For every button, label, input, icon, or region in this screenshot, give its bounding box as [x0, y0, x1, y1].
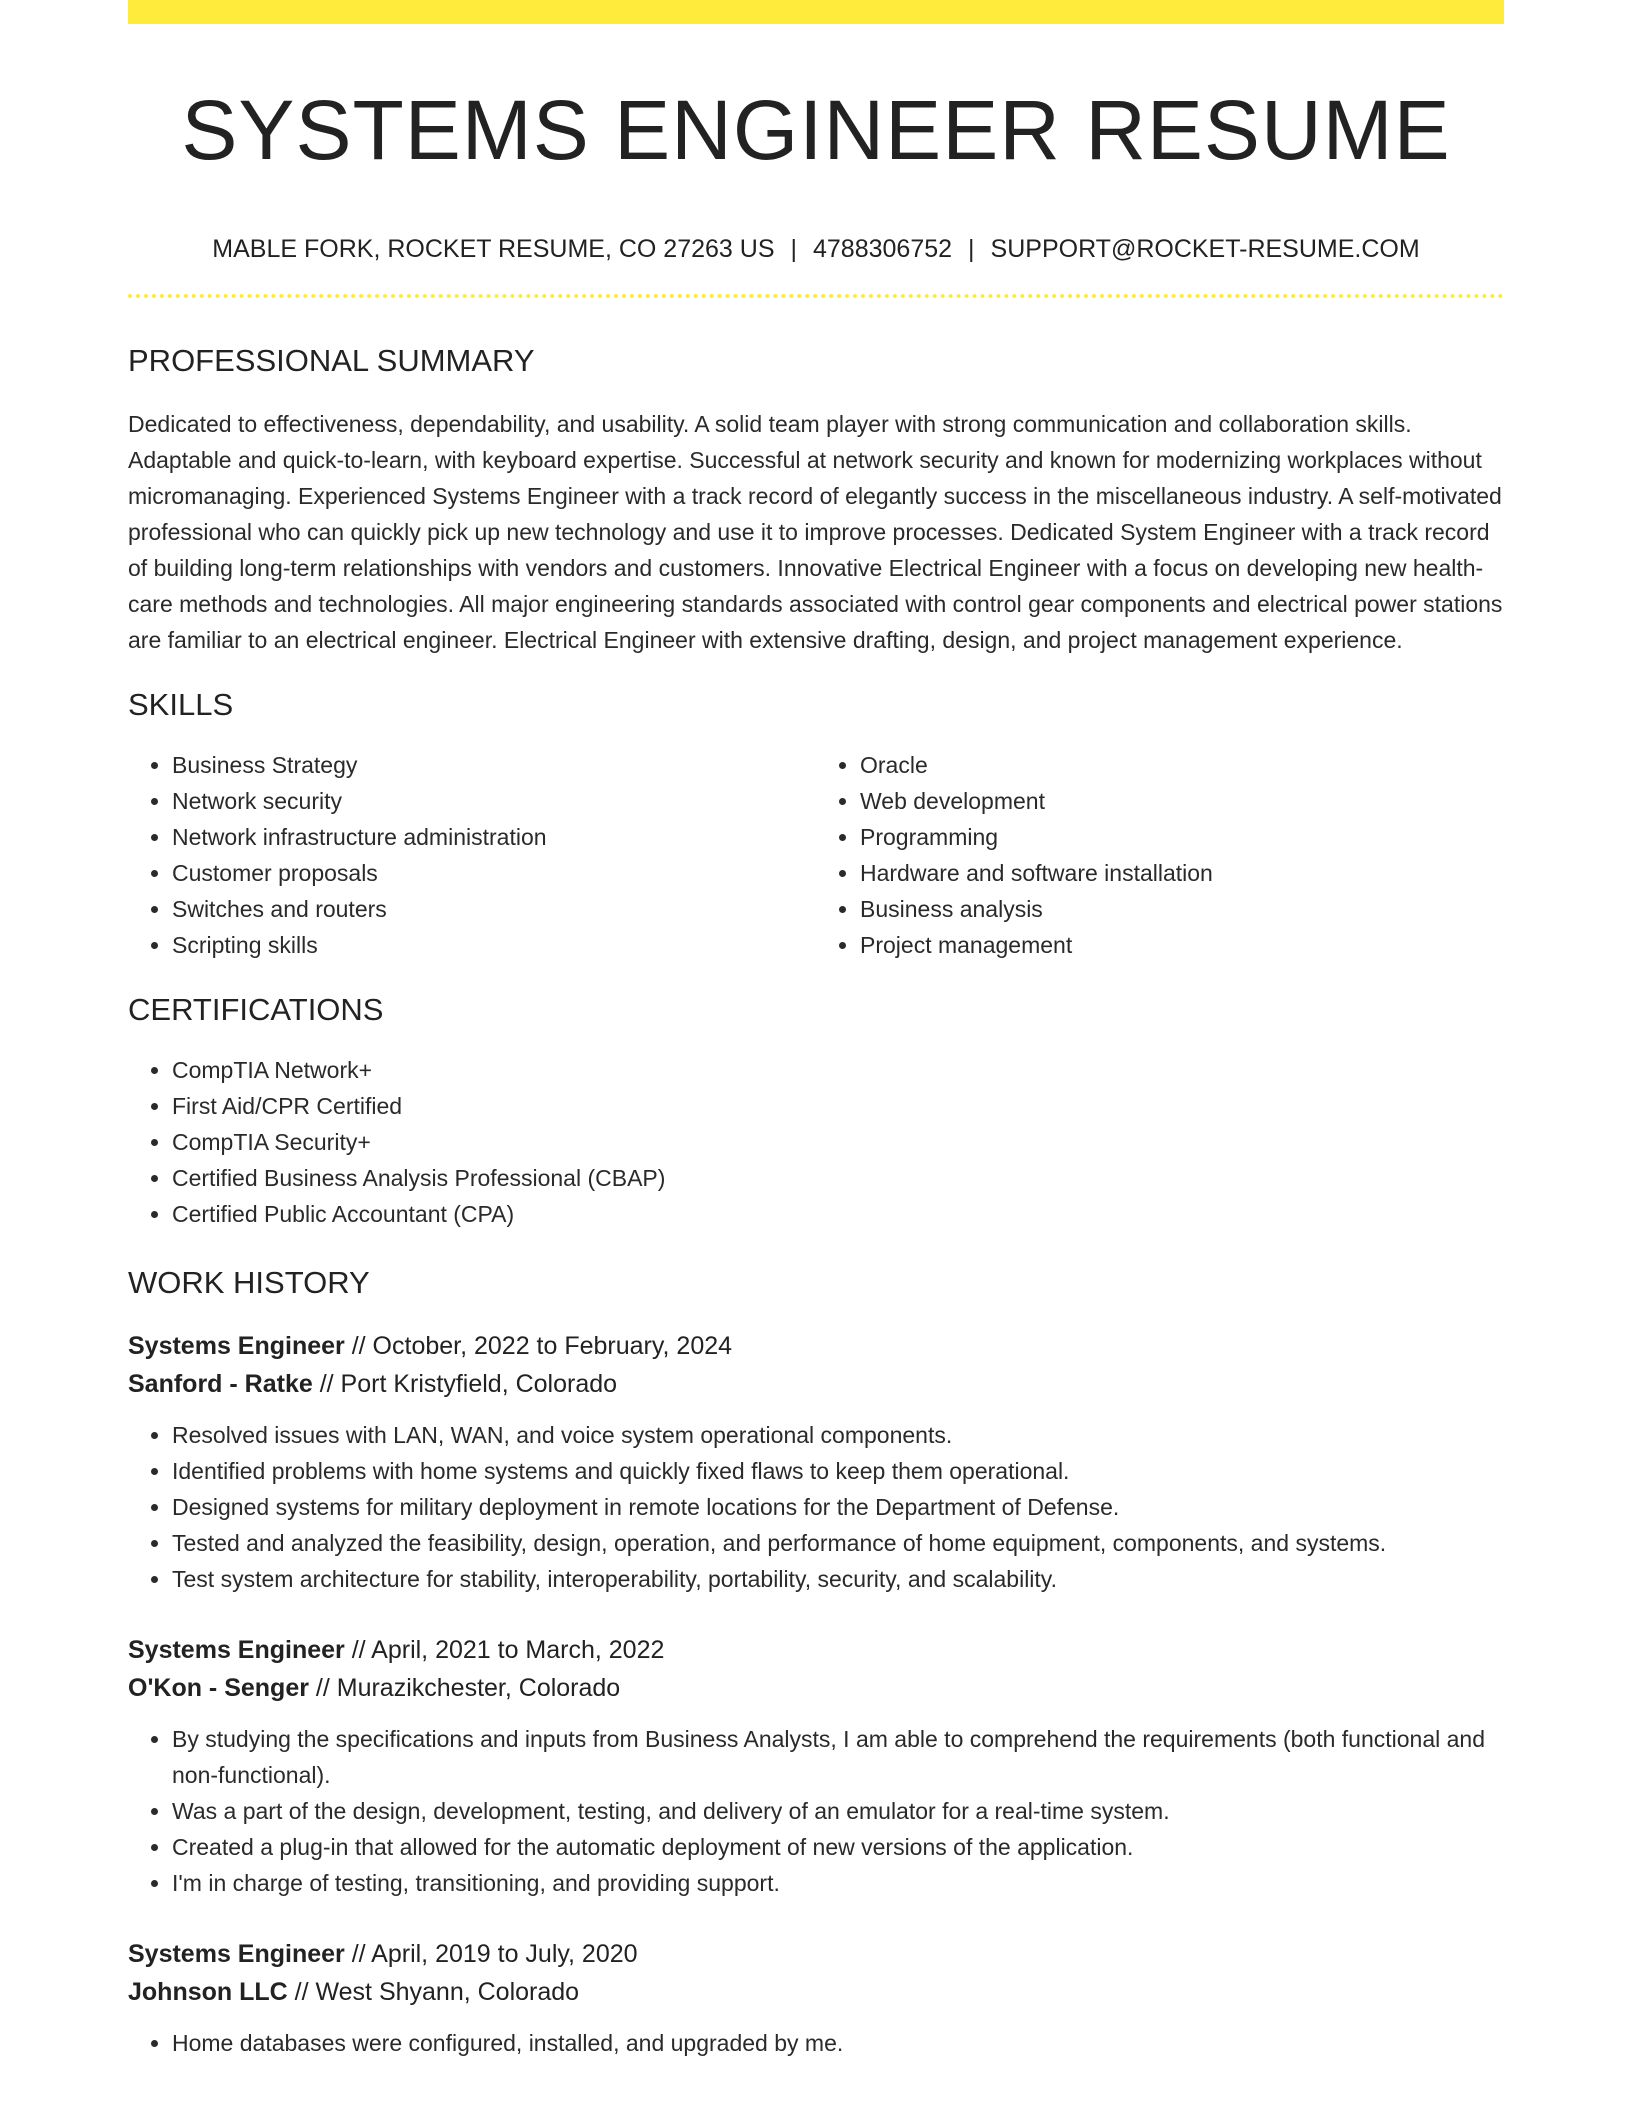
dotted-divider	[128, 294, 1504, 298]
job-title-line	[128, 1327, 1504, 1365]
job-title: Systems Engineer	[128, 1636, 345, 1665]
skill-item: • Project management	[860, 927, 1504, 963]
job-bullet: • Identified problems with home systems and quickly fixed flaws to keep them operational.	[172, 1453, 1504, 1489]
skill-item: • Network security	[172, 783, 816, 819]
skill-item: • Customer proposals	[172, 855, 816, 891]
job-location: // West Shyann, Colorado	[287, 1978, 580, 2007]
skills-heading: SKILLS	[128, 686, 234, 722]
skills-columns	[128, 747, 1504, 963]
summary-text: Dedicated to effectiveness, dependability, and usability. A solid team player with strong communication and collaboration skills. Adaptable and quick-to-learn, with keyboard expertise. Successful at network security and known for modernizing workplaces without micromanaging. Experienced Systems Engineer with a track record of elegantly success in the miscellaneous industry. A self-motivated professional who can quickly pick up new technology and use it to improve processes. Dedicated System Engineer with a track record of building long-term relationships with vendors and customers. Innovative Electrical Engineer with a focus on developing new health-care methods and technologies. All major engineering standards associated with control gear components and electrical power stations are familiar to an electrical engineer. Electrical Engineer with extensive drafting, design, and project management experience.	[128, 410, 1503, 653]
contact-email: SUPPORT@ROCKET-RESUME.COM	[990, 235, 1420, 264]
certification-item: • CompTIA Security+	[172, 1124, 1504, 1160]
certification-item: • First Aid/CPR Certified	[172, 1088, 1504, 1124]
contact-separator: |	[790, 235, 797, 264]
job-company-line	[128, 1365, 1504, 1403]
job-dates: // April, 2019 to July, 2020	[344, 1940, 638, 1969]
job-location: // Murazikchester, Colorado	[308, 1674, 621, 1703]
certification-item: • CompTIA Network+	[172, 1052, 1504, 1088]
certifications-list	[128, 1052, 1504, 1232]
contact-address: MABLE FORK, ROCKET RESUME, CO 27263 US	[212, 235, 775, 264]
job-title: Systems Engineer	[128, 1332, 345, 1361]
job-bullets	[128, 1417, 1504, 1597]
work-history-heading: WORK HISTORY	[128, 1264, 370, 1300]
job-bullets	[128, 1721, 1504, 1901]
job-bullet: • Test system architecture for stability, interoperability, portability, security, and scalability.	[172, 1561, 1504, 1597]
job-dates: // October, 2022 to February, 2024	[344, 1332, 733, 1361]
job-bullet: • Tested and analyzed the feasibility, design, operation, and performance of home equipment, components, and systems.	[172, 1525, 1504, 1561]
job-bullet: • By studying the specifications and inputs from Business Analysts, I am able to comprehend the requirements (both functional and non-functional).	[172, 1721, 1504, 1793]
skill-item: • Hardware and software installation	[860, 855, 1504, 891]
contact-separator: |	[968, 235, 975, 264]
job-dates: // April, 2021 to March, 2022	[344, 1636, 665, 1665]
job-entry	[128, 1327, 1504, 1597]
skill-item: • Scripting skills	[172, 927, 816, 963]
job-entry	[128, 1935, 1504, 2061]
job-company: Johnson LLC	[128, 1978, 288, 2007]
top-accent-bar	[128, 0, 1504, 24]
job-company: O'Kon - Senger	[128, 1674, 309, 1703]
job-bullet: • Resolved issues with LAN, WAN, and voice system operational components.	[172, 1417, 1504, 1453]
skill-item: • Switches and routers	[172, 891, 816, 927]
job-title: Systems Engineer	[128, 1940, 345, 1969]
skill-item: • Oracle	[860, 747, 1504, 783]
job-company: Sanford - Ratke	[128, 1370, 313, 1399]
contact-line	[128, 234, 1504, 264]
skill-item: • Business Strategy	[172, 747, 816, 783]
certification-item: • Certified Public Accountant (CPA)	[172, 1196, 1504, 1232]
resume-page	[128, 0, 1504, 2061]
resume-title: SYSTEMS ENGINEER RESUME	[181, 83, 1451, 177]
skills-list-left	[128, 747, 816, 963]
job-entry	[128, 1631, 1504, 1901]
skills-list-right	[816, 747, 1504, 963]
skill-item: • Business analysis	[860, 891, 1504, 927]
job-bullet: • Created a plug-in that allowed for the automatic deployment of new versions of the application.	[172, 1829, 1504, 1865]
job-title-line	[128, 1935, 1504, 1973]
job-location: // Port Kristyfield, Colorado	[312, 1370, 618, 1399]
summary-heading: PROFESSIONAL SUMMARY	[128, 343, 535, 379]
certification-item: • Certified Business Analysis Professional (CBAP)	[172, 1160, 1504, 1196]
skill-item: • Web development	[860, 783, 1504, 819]
certifications-heading: CERTIFICATIONS	[128, 991, 384, 1027]
skill-item: • Network infrastructure administration	[172, 819, 816, 855]
job-bullet: • I'm in charge of testing, transitioning, and providing support.	[172, 1865, 1504, 1901]
job-bullet: • Home databases were configured, installed, and upgraded by me.	[172, 2025, 1504, 2061]
contact-phone: 4788306752	[813, 235, 953, 264]
job-bullet: • Was a part of the design, development, testing, and delivery of an emulator for a real-time system.	[172, 1793, 1504, 1829]
job-company-line	[128, 1669, 1504, 1707]
job-title-line	[128, 1631, 1504, 1669]
job-bullets	[128, 2025, 1504, 2061]
skill-item: • Programming	[860, 819, 1504, 855]
job-bullet: • Designed systems for military deployment in remote locations for the Department of Defense.	[172, 1489, 1504, 1525]
job-company-line	[128, 1973, 1504, 2011]
